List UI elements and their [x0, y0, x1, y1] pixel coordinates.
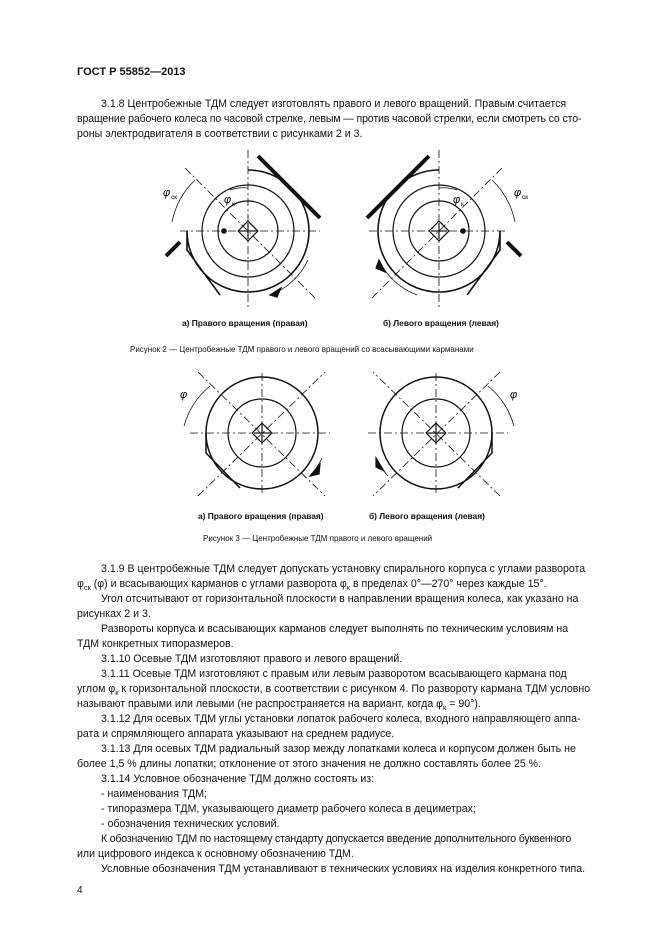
figure-2-caption: Рисунок 2 — Центробежные ТДМ правого и левого вращений со всасывающими карманами — [130, 345, 474, 354]
para-319-line-4: рисунках 2 и 3. — [77, 608, 151, 620]
para-3113-line-2: более 1,5 % длины лопатки; отклонение от этого значения не должно составлять более 25 %. — [77, 758, 542, 770]
para-3112-line-1: 3.1.12 Для осевых ТДМ углы установки лопаток рабочего колеса, входного направляющего аппа- — [101, 713, 581, 725]
para-3114-line-6: или цифрового индекса к основному обозначению ТДМ. — [77, 848, 354, 860]
fig2a-k-sub: к — [232, 201, 235, 208]
figure-3-subcaption-a: а) Правого вращения (правая) — [198, 511, 324, 521]
para-318-line-3: роны электродвигателя в соответствии с рисунками 2 и 3. — [77, 128, 363, 140]
para-3113-line-1: 3.1.13 Для осевых ТДМ радиальный зазор между лопатками колеса и корпусом должен быть не — [101, 743, 576, 755]
fig3b-phi-label: φ — [510, 389, 518, 401]
figure-3-drawing — [170, 368, 530, 508]
fig2b-phi-k-label: φ — [453, 194, 461, 206]
para-3114-item-2: - типоразмера ТДМ, указывающего диаметр рабочего колеса в дециметрах; — [101, 803, 476, 815]
fig2a-phi-sk-label: φ — [163, 187, 171, 199]
para-3111-line-2: углом $\varphi_к$ к горизонтальной плоскости, в соответствии с рисунком 4. По развороту кармана ТДМ условно — [77, 683, 591, 698]
para-319-line-5: Развороты корпуса и всасывающих карманов следует выполнять по техническим условиям на — [101, 623, 569, 635]
para-3111-line-3: называют правыми или левыми (не распространяется на вариант, когда $\varphi_к = 90^\circ$). — [77, 698, 481, 713]
fig2a-sk-sub: ск — [171, 194, 178, 201]
para-3110: 3.1.10 Осевые ТДМ изготовляют правого и левого вращений. — [101, 653, 403, 665]
para-3114-line-5: К обозначению ТДМ по настоящему стандарту допускается введение дополнительного буквенного — [101, 833, 572, 845]
fig2b-phi-sk-label: φ — [514, 187, 522, 199]
page-number: 4 — [77, 885, 83, 896]
fig2b-k-sub: к — [461, 201, 464, 208]
para-319-line-3: Угол отсчитывают от горизонтальной плоскости в направлении вращения колеса, как указано на — [101, 593, 579, 605]
para-319-line-1: 3.1.9 В центробежные ТДМ следует допускать установку спирального корпуса с углами разворота — [101, 563, 586, 575]
document-header: ГОСТ Р 55852—2013 — [77, 66, 186, 78]
figure-3a-right-rotation — [184, 372, 330, 496]
para-319-line-2: $\varphi_{ск}$ (φ) и всасывающих карманов с углами разворота $\varphi_к$ в пределах 0°—270° через каждые 15°. — [77, 578, 547, 593]
figure-3-subcaption-b: б) Левого вращения (левая) — [369, 511, 485, 521]
para-318-line-2: вращение рабочего колеса по часовой стрелке, левым — против часовой стрелки, если смотреть со сто- — [77, 113, 582, 125]
para-3112-line-2: рата и спрямляющего аппарата указывают на среднем радиусе. — [77, 728, 395, 740]
figure-2-drawing — [150, 150, 530, 320]
para-3114-item-3: - обозначения технических условий. — [101, 818, 280, 830]
para-3111-line-1: 3.1.11 Осевые ТДМ изготовляют с правым или левым разворотом всасывающего кармана под — [101, 668, 567, 680]
fig2a-phi-k-label: φ — [224, 194, 232, 206]
figure-2a-right-rotation — [166, 150, 320, 310]
figure-2-subcaption-b: б) Левого вращения (левая) — [383, 318, 499, 328]
figure-3b-left-rotation — [368, 372, 514, 496]
para-318-line-1: 3.1.8 Центробежные ТДМ следует изготовлять правого и левого вращений. Правым считается — [101, 98, 567, 110]
para-3114-line-1: 3.1.14 Условное обозначение ТДМ должно состоять из: — [101, 773, 375, 785]
para-319-line-6: ТДМ конкретных типоразмеров. — [77, 638, 234, 650]
para-3114-line-7: Условные обозначения ТДМ устанавливают в технических условиях на изделия конкретного типа. — [101, 863, 586, 875]
figure-3-caption: Рисунок 3 — Центробежные ТДМ правого и левого вращений — [203, 534, 433, 543]
figure-2-subcaption-a: а) Правого вращения (правая) — [182, 318, 308, 328]
fig2b-sk-sub: ск — [522, 194, 529, 201]
fig3a-phi-label: φ — [180, 389, 188, 401]
figure-2b-left-rotation — [367, 150, 521, 310]
para-3114-item-1: - наименования ТДМ; — [101, 788, 207, 800]
